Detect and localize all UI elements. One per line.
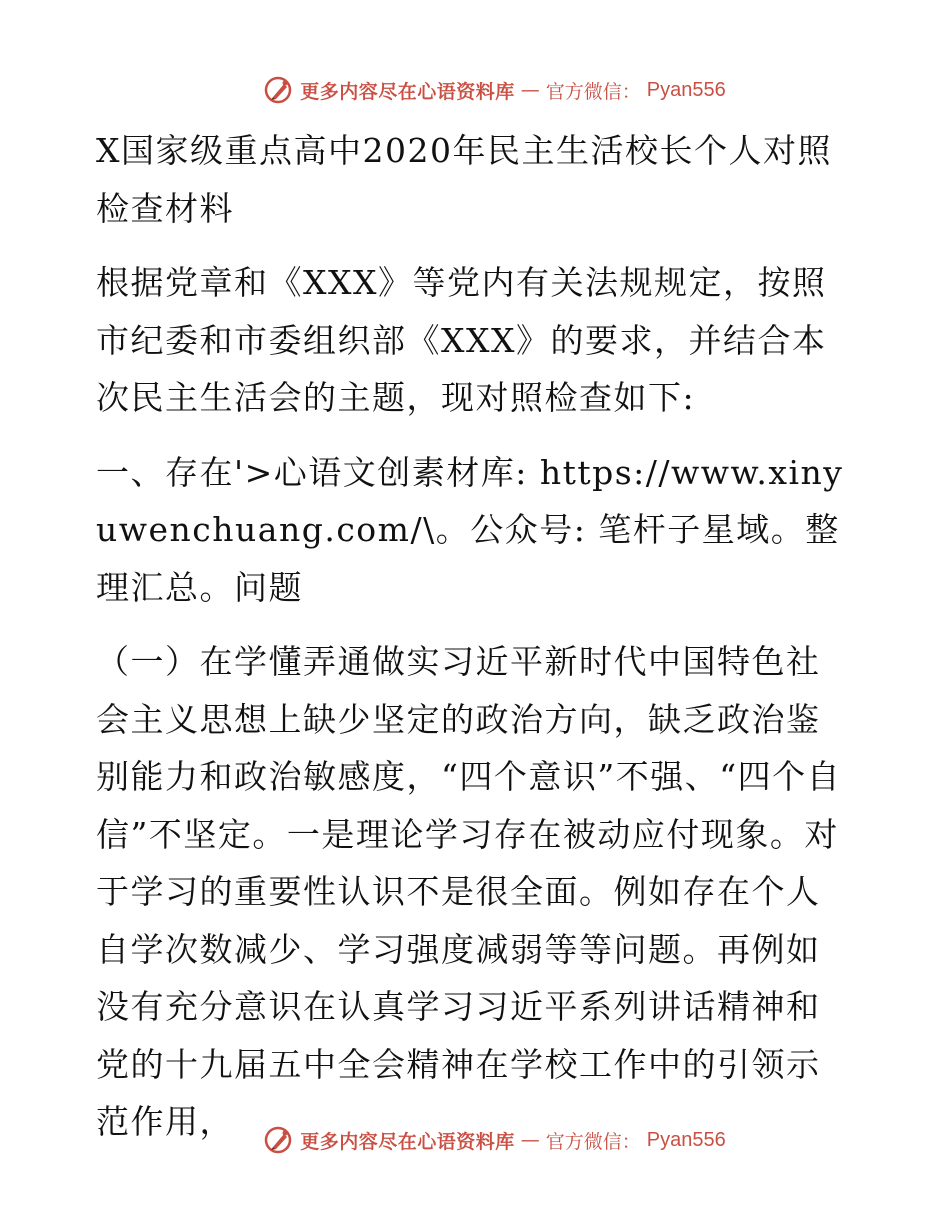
banner-dash: — xyxy=(520,1129,540,1151)
banner-dash: — xyxy=(520,79,540,101)
banner-slogan: 更多内容尽在心语资料库 xyxy=(300,80,515,103)
intro-paragraph: 根据党章和《XXX》等党内有关法规规定，按照市纪委和市委组织部《XXX》的要求，并结合本次民主生活会的主题，现对照检查如下: xyxy=(96,263,827,417)
banner-wechat-id: Pyan556 xyxy=(646,78,726,101)
banner-slogan: 更多内容尽在心语资料库 xyxy=(300,1130,515,1153)
banner-wechat-label: 官方微信： xyxy=(545,1130,641,1153)
watermark-banner-top xyxy=(0,70,950,110)
banner-content xyxy=(264,1125,726,1155)
pen-logo-icon xyxy=(264,75,294,105)
document-body xyxy=(96,122,848,1151)
document-title: X国家级重点高中2020年民主生活校长个人对照检查材料 xyxy=(96,131,832,228)
banner-wechat-id: Pyan556 xyxy=(646,1128,726,1151)
section-heading: 一、存在'>心语文创素材库: https://www.xinyuwenchuang.com/\。公众号: 笔杆子星域。整理汇总。问题 xyxy=(96,452,844,607)
banner-content xyxy=(264,75,726,105)
body-paragraph: （一）在学懂弄通做实习近平新时代中国特色社会主义思想上缺少坚定的政治方向，缺乏政治鉴别能力和政治敏感度，“四个意识”不强、“四个自信”不坚定。一是理论学习存在被动应付现象。对于学习的重要性认识不是很全面。例如存在个人自学次数减少、学习强度减弱等等问题。再例如没有充分意识在认真学习习近平系列讲话精神和党的十九届五中全会精神在学校工作中的引领示范作用， xyxy=(96,642,842,1141)
pen-logo-icon xyxy=(264,1125,294,1155)
banner-wechat-label: 官方微信： xyxy=(545,80,641,103)
watermark-banner-bottom xyxy=(0,1120,950,1160)
